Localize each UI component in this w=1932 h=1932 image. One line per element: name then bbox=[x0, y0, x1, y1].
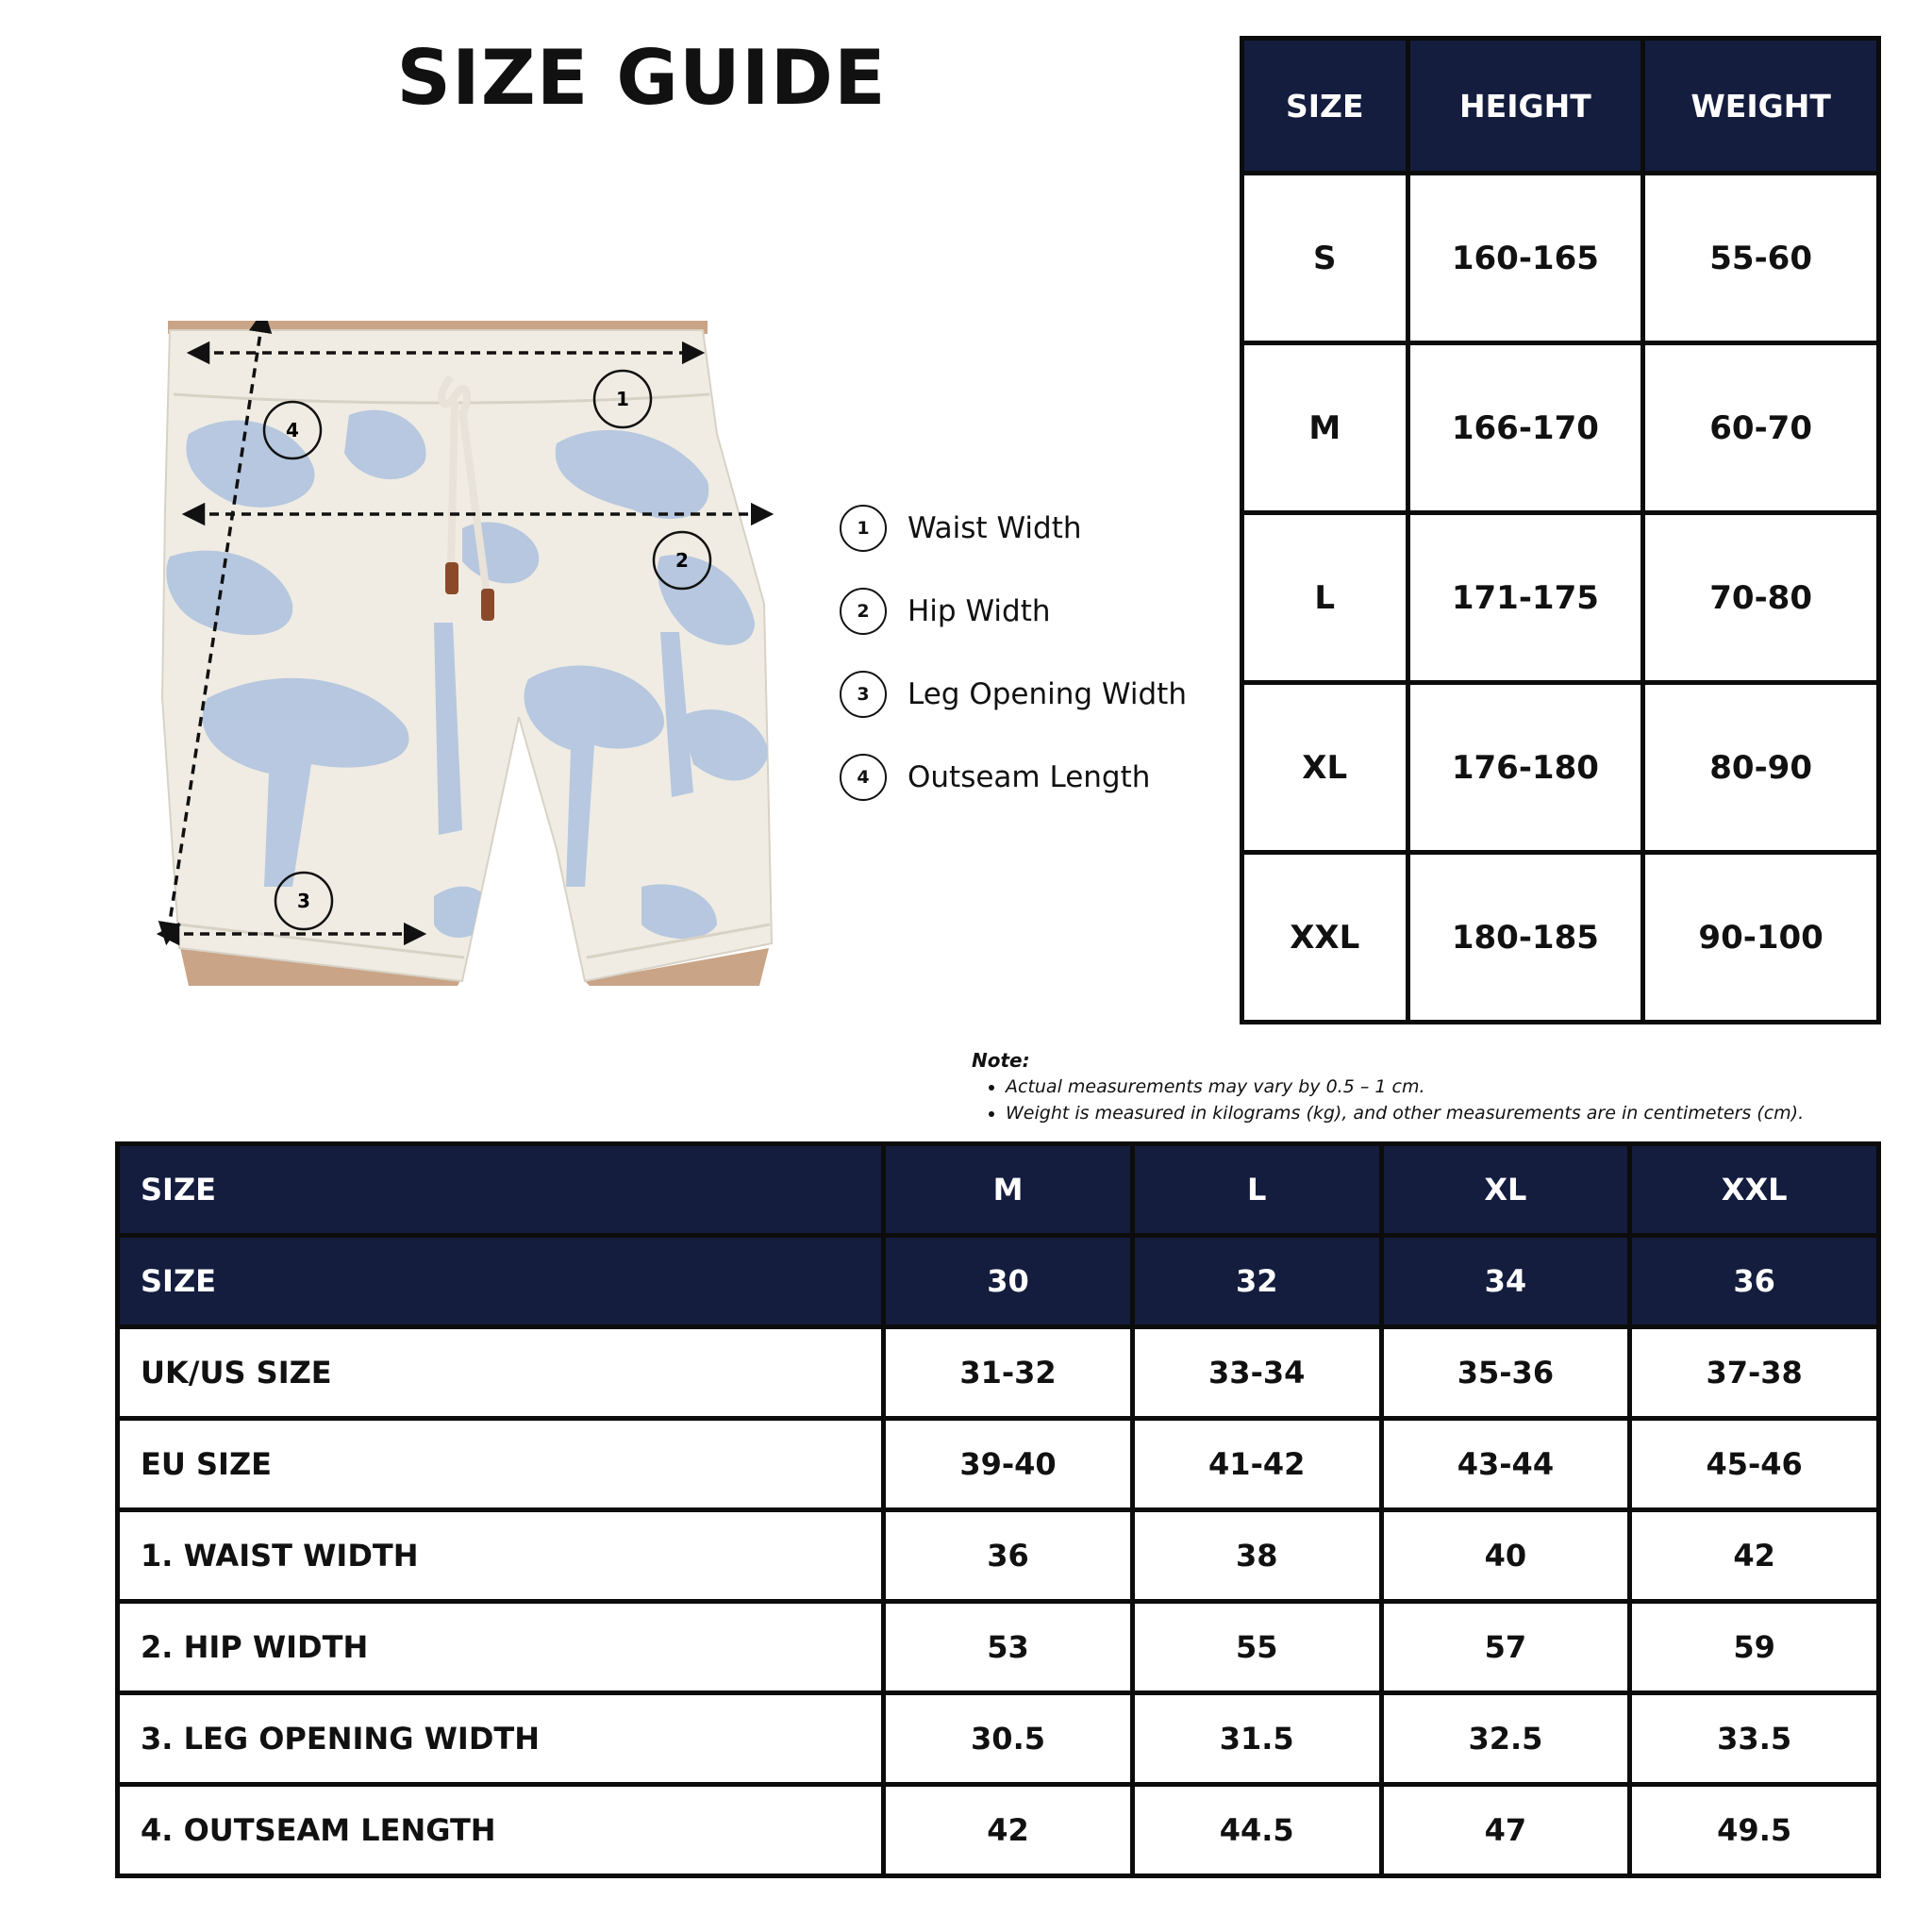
row-header: SIZE bbox=[118, 1236, 884, 1327]
measurement-legend bbox=[840, 500, 1217, 832]
row-header: EU SIZE bbox=[118, 1419, 884, 1510]
legend-label: Outseam Length bbox=[908, 760, 1151, 794]
page-title: SIZE GUIDE bbox=[396, 34, 887, 122]
measurement-note bbox=[972, 1049, 1906, 1126]
legend-item-outseam bbox=[840, 749, 1217, 806]
table-cell: 53 bbox=[884, 1602, 1133, 1693]
table-cell: 47 bbox=[1381, 1785, 1630, 1876]
table-row bbox=[118, 1419, 1879, 1510]
svg-text:3: 3 bbox=[297, 890, 310, 912]
column-header: 32 bbox=[1132, 1236, 1381, 1327]
column-header: 36 bbox=[1630, 1236, 1879, 1327]
table-cell: 31-32 bbox=[884, 1327, 1133, 1419]
table-cell: 90-100 bbox=[1643, 853, 1879, 1023]
table-cell: 33.5 bbox=[1630, 1693, 1879, 1785]
column-header: XL bbox=[1381, 1144, 1630, 1236]
legend-num: 2 bbox=[840, 588, 887, 635]
table-cell: 37-38 bbox=[1630, 1327, 1879, 1419]
table-cell: 43-44 bbox=[1381, 1419, 1630, 1510]
table-row bbox=[1242, 513, 1879, 683]
table-cell: 31.5 bbox=[1132, 1693, 1381, 1785]
table-row bbox=[118, 1510, 1879, 1602]
legend-label: Hip Width bbox=[908, 594, 1051, 628]
legend-label: Waist Width bbox=[908, 511, 1082, 545]
column-header: XXL bbox=[1630, 1144, 1879, 1236]
table-cell: 70-80 bbox=[1643, 513, 1879, 683]
table-cell: 59 bbox=[1630, 1602, 1879, 1693]
table-cell: 55-60 bbox=[1643, 174, 1879, 343]
table-cell: 40 bbox=[1381, 1510, 1630, 1602]
column-header: HEIGHT bbox=[1407, 39, 1643, 174]
table-row bbox=[118, 1785, 1879, 1876]
legend-label: Leg Opening Width bbox=[908, 677, 1187, 711]
column-header: 34 bbox=[1381, 1236, 1630, 1327]
table-header-row bbox=[118, 1236, 1879, 1327]
table-row bbox=[118, 1327, 1879, 1419]
table-row bbox=[1242, 174, 1879, 343]
table-header-row bbox=[118, 1144, 1879, 1236]
size-chart-table bbox=[115, 1141, 1881, 1878]
column-header: M bbox=[884, 1144, 1133, 1236]
table-cell: 171-175 bbox=[1407, 513, 1643, 683]
table-cell: M bbox=[1242, 343, 1408, 513]
column-header: 30 bbox=[884, 1236, 1133, 1327]
table-row bbox=[1242, 683, 1879, 853]
note-item: • Weight is measured in kilograms (kg), and other measurements are in centimeters (cm). bbox=[1006, 1100, 1906, 1126]
table-cell: 57 bbox=[1381, 1602, 1630, 1693]
table-cell: 32.5 bbox=[1381, 1693, 1630, 1785]
table-cell: L bbox=[1242, 513, 1408, 683]
svg-text:2: 2 bbox=[675, 549, 689, 572]
table-row bbox=[118, 1693, 1879, 1785]
table-cell: 180-185 bbox=[1407, 853, 1643, 1023]
table-cell: 39-40 bbox=[884, 1419, 1133, 1510]
table-cell: 160-165 bbox=[1407, 174, 1643, 343]
column-header: SIZE bbox=[1242, 39, 1408, 174]
legend-item-hip bbox=[840, 583, 1217, 640]
table-cell: 60-70 bbox=[1643, 343, 1879, 513]
table-cell: 166-170 bbox=[1407, 343, 1643, 513]
table-cell: 45-46 bbox=[1630, 1419, 1879, 1510]
table-row bbox=[118, 1602, 1879, 1693]
table-cell: 80-90 bbox=[1643, 683, 1879, 853]
legend-item-leg-opening bbox=[840, 666, 1217, 723]
table-cell: 30.5 bbox=[884, 1693, 1133, 1785]
legend-item-waist bbox=[840, 500, 1217, 557]
table-cell: 35-36 bbox=[1381, 1327, 1630, 1419]
table-cell: 49.5 bbox=[1630, 1785, 1879, 1876]
legend-num: 4 bbox=[840, 754, 887, 801]
table-cell: 176-180 bbox=[1407, 683, 1643, 853]
column-header: L bbox=[1132, 1144, 1381, 1236]
shorts-illustration bbox=[151, 321, 774, 986]
row-header: SIZE bbox=[118, 1144, 884, 1236]
table-cell: 42 bbox=[1630, 1510, 1879, 1602]
row-header: 3. LEG OPENING WIDTH bbox=[118, 1693, 884, 1785]
table-cell: 42 bbox=[884, 1785, 1133, 1876]
table-row bbox=[1242, 853, 1879, 1023]
row-header: 2. HIP WIDTH bbox=[118, 1602, 884, 1693]
table-cell: 44.5 bbox=[1132, 1785, 1381, 1876]
table-cell: 41-42 bbox=[1132, 1419, 1381, 1510]
column-header: WEIGHT bbox=[1643, 39, 1879, 174]
row-header: 1. WAIST WIDTH bbox=[118, 1510, 884, 1602]
table-header-row bbox=[1242, 39, 1879, 174]
row-header: UK/US SIZE bbox=[118, 1327, 884, 1419]
svg-text:1: 1 bbox=[616, 388, 629, 410]
legend-num: 3 bbox=[840, 671, 887, 718]
shorts-image bbox=[151, 321, 774, 986]
table-cell: 55 bbox=[1132, 1602, 1381, 1693]
table-cell: S bbox=[1242, 174, 1408, 343]
note-item: • Actual measurements may vary by 0.5 – 1 cm. bbox=[1006, 1074, 1906, 1100]
table-cell: 36 bbox=[884, 1510, 1133, 1602]
svg-text:4: 4 bbox=[286, 419, 299, 441]
note-label: Note: bbox=[972, 1049, 1030, 1072]
table-row bbox=[1242, 343, 1879, 513]
row-header: 4. OUTSEAM LENGTH bbox=[118, 1785, 884, 1876]
table-cell: XXL bbox=[1242, 853, 1408, 1023]
table-cell: XL bbox=[1242, 683, 1408, 853]
note-list bbox=[972, 1074, 1906, 1126]
table-cell: 33-34 bbox=[1132, 1327, 1381, 1419]
table-cell: 38 bbox=[1132, 1510, 1381, 1602]
legend-num: 1 bbox=[840, 505, 887, 552]
height-weight-table bbox=[1240, 36, 1881, 1024]
